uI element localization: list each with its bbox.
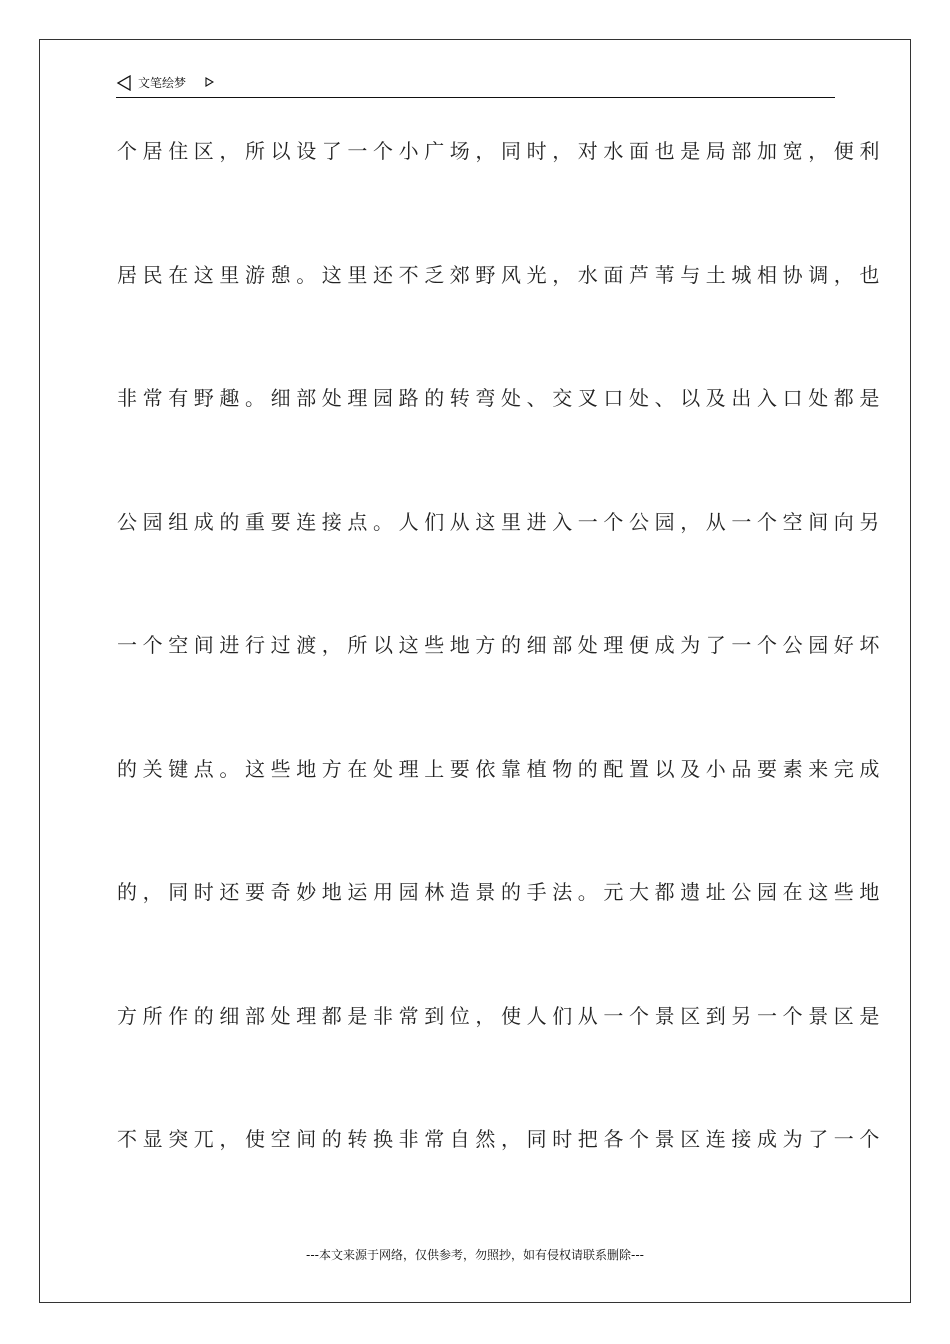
header-title: 文笔绘梦 <box>138 76 187 90</box>
text-line: 的关键点。这些地方在处理上要依靠植物的配置以及小品要素来完成 <box>117 756 885 781</box>
page-header <box>116 72 835 98</box>
left-triangle-icon <box>116 75 132 91</box>
right-triangle-icon <box>205 77 214 87</box>
text-line: 不显突兀，使空间的转换非常自然，同时把各个景区连接成为了一个 <box>117 1127 885 1151</box>
text-line: 方所作的细部处理都是非常到位，使人们从一个景区到另一个景区是 <box>117 1003 885 1028</box>
text-line: 一个空间进行过渡，所以这些地方的细部处理便成为了一个公园好坏 <box>117 633 885 657</box>
body-text <box>117 128 885 1240</box>
text-line: 居民在这里游憩。这里还不乏郊野风光，水面芦苇与土城相协调，也 <box>117 262 885 287</box>
text-line: 的，同时还要奇妙地运用园林造景的手法。元大都遗址公园在这些地 <box>117 880 885 904</box>
text-line: 个居住区，所以设了一个小广场，同时，对水面也是局部加宽，便利 <box>117 139 885 163</box>
text-line: 公园组成的重要连接点。人们从这里进入一个公园，从一个空间向另 <box>117 509 885 534</box>
footer-note: ---本文来源于网络，仅供参考，勿照抄，如有侵权请联系删除--- <box>306 1248 644 1262</box>
text-line: 非常有野趣。细部处理园路的转弯处、交叉口处、以及出入口处都是 <box>117 386 885 410</box>
